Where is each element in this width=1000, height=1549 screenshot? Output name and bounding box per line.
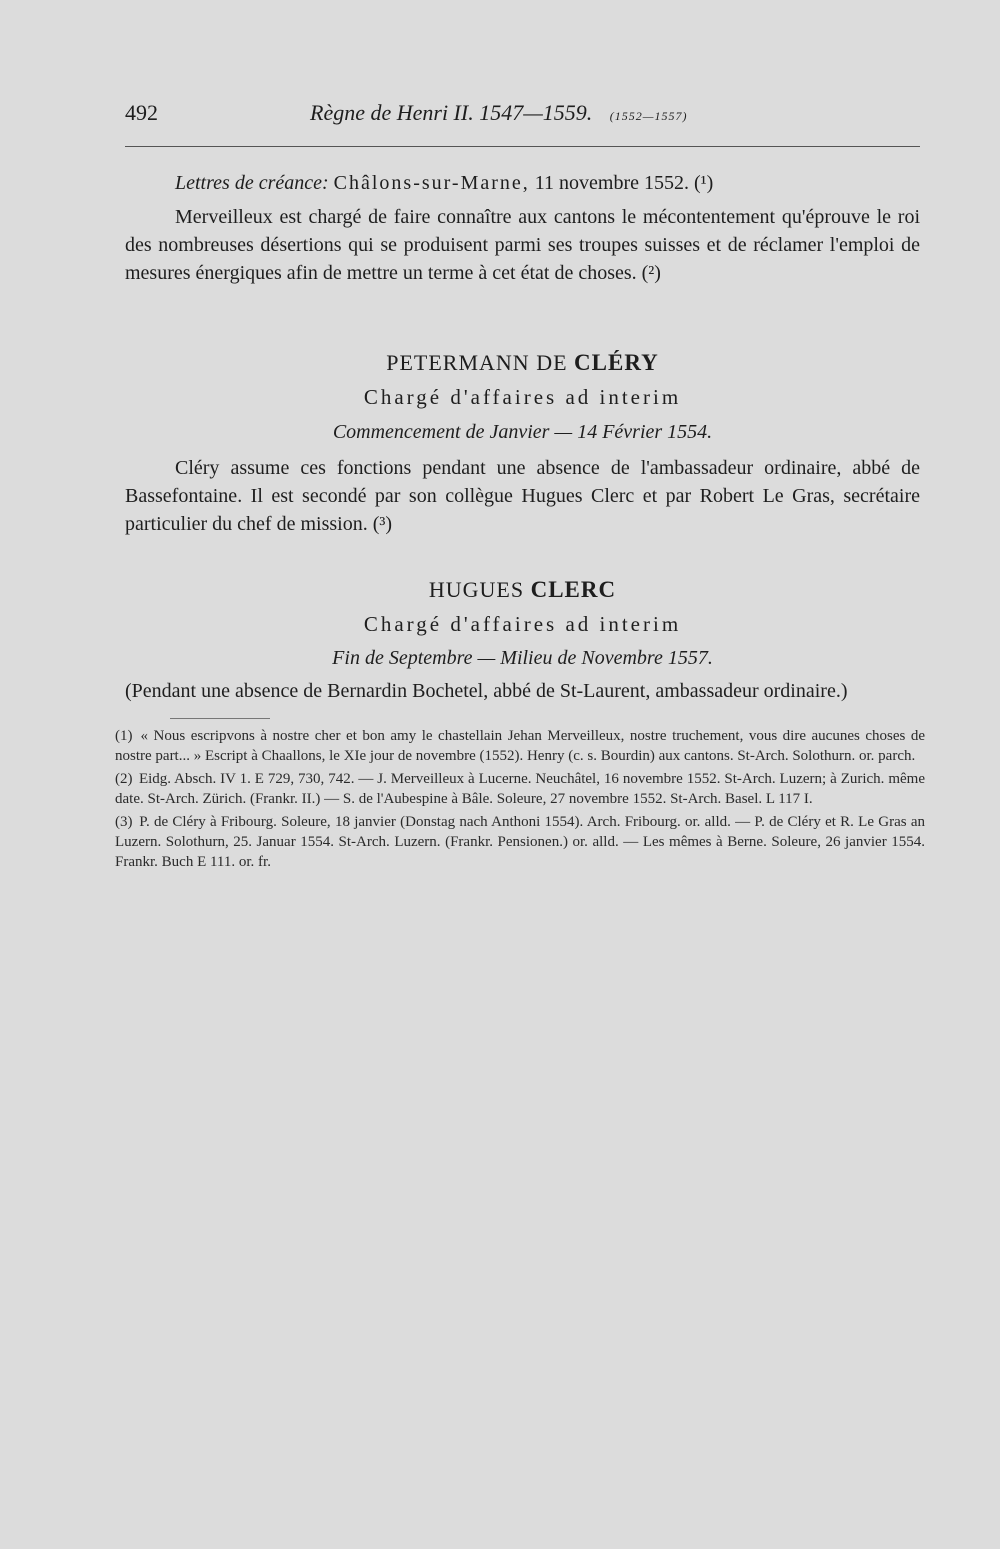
footnote-text: « Nous escripvons à nostre cher et bon amy le chastellain Jehan Merveilleux, nostre truchement, vous dire aucunes choses de nostre part... » Escript à Chaallons, le XIe jour de novembre (1552). Henry (c. s. Bourdin) aux cantons. St-Arch. Solothurn. or. parch.: [115, 728, 925, 764]
footnote: [115, 726, 925, 766]
heading-role: Chargé d'affaires ad interim: [363, 385, 682, 409]
role-clery-wrap: [125, 385, 920, 410]
running-title: [310, 100, 687, 126]
footnote-number: (2): [115, 771, 133, 787]
header-rule: [125, 146, 920, 147]
intro-block: [125, 203, 920, 287]
lettres-line: [175, 172, 713, 195]
footnotes: [115, 726, 925, 875]
lettres-label: Lettres de créance:: [175, 172, 329, 194]
page-number: 492: [125, 100, 158, 125]
heading-role: Chargé d'affaires ad interim: [363, 612, 682, 636]
dates-clery-wrap: [125, 421, 920, 444]
clery-block: [125, 454, 920, 538]
heading-name: [125, 577, 920, 603]
lettres-note-ref: (¹): [694, 172, 714, 194]
footnote-text: P. de Cléry à Fribourg. Soleure, 18 janvier (Donstag nach Anthoni 1554). Arch. Fribourg. or. alld. — P. de Cléry et R. Le Gras an Luzern. Solothurn, 25. Januar 1554. St-Arch. Luzern. (Frankr. Pensionen.) or. alld. — Les mêmes à Berne. Soleure, 26 janvier 1554. Frankr. Buch E 111. or. fr.: [115, 814, 926, 870]
clery-paragraph: Cléry assume ces fonctions pendant une absence de l'ambassadeur ordinaire, abbé de Bassefontaine. Il est secondé par son collègue Hugues Clerc et par Robert Le Gras, secrétaire particulier du chef de mission. (³): [125, 457, 920, 535]
heading-name-bold: CLERC: [530, 577, 617, 602]
footnote-number: (3): [115, 814, 133, 830]
clerc-block: [125, 677, 920, 705]
running-range: (1552—1557): [609, 109, 688, 123]
heading-name-plain: HUGUES: [428, 577, 525, 602]
page-header: [125, 100, 920, 134]
section-heading-clery: [125, 350, 920, 376]
heading-dates: Fin de Septembre — Milieu de Novembre 1557.: [332, 647, 713, 669]
intro-paragraph: Merveilleux est chargé de faire connaître aux cantons le mécontentement qu'éprouve le roi des nombreuses désertions qui se produisent parmi ses troupes suisses et de réclamer l'emploi de mesures énergiques afin de mettre un terme à cet état de choses. (²): [125, 206, 920, 284]
clerc-paragraph: (Pendant une absence de Bernardin Bochetel, abbé de St-Laurent, ambassadeur ordinaire.): [125, 680, 848, 702]
lettres-place: Châlons-sur-Marne,: [333, 172, 530, 194]
dates-clerc-wrap: [125, 647, 920, 670]
footnote: [115, 812, 925, 872]
heading-name: [125, 350, 920, 376]
footnote-number: (1): [115, 728, 133, 744]
section-heading-clerc: [125, 577, 920, 603]
role-clerc-wrap: [125, 612, 920, 637]
heading-name-bold: CLÉRY: [574, 350, 659, 375]
footnote-rule: [170, 718, 270, 719]
heading-name-plain: PETERMANN DE: [386, 350, 568, 375]
lettres-date: 11 novembre 1552.: [534, 172, 690, 194]
heading-dates: Commencement de Janvier — 14 Février 1554.: [332, 421, 713, 443]
footnote: [115, 769, 925, 809]
footnote-text: Eidg. Absch. IV 1. E 729, 730, 742. — J. Merveilleux à Lucerne. Neuchâtel, 16 novembre 1552. St-Arch. Luzern; à Zurich. même date. St-Arch. Zürich. (Frankr. II.) — S. de l'Aubespine à Bâle. Soleure, 27 novembre 1552. St-Arch. Basel. L 117 I.: [115, 771, 926, 807]
running-title-text: Règne de Henri II. 1547—1559.: [310, 100, 593, 125]
